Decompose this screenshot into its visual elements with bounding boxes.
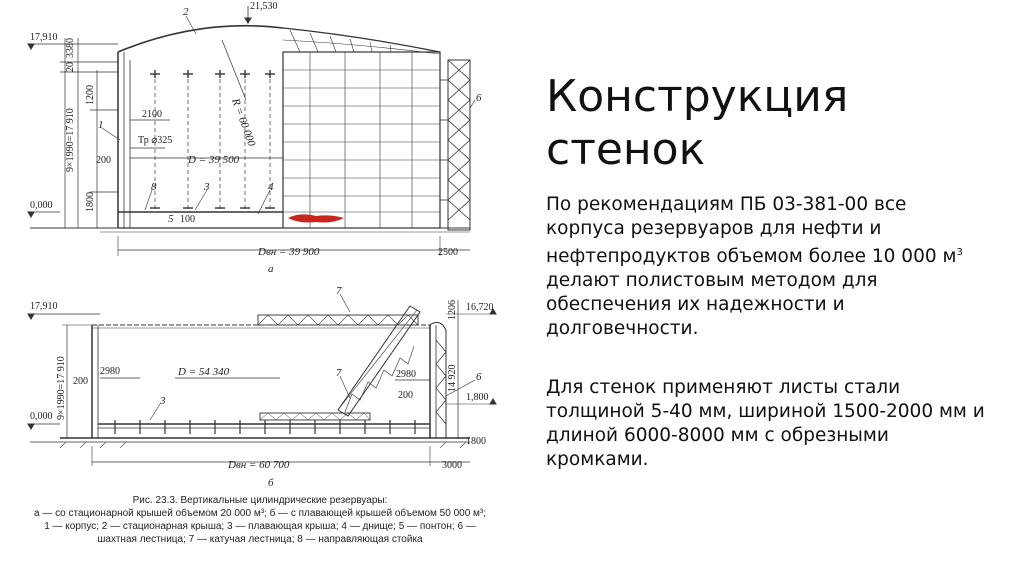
figure-caption [0, 494, 520, 546]
slide-title-line-2: стенок [546, 124, 706, 175]
a-callout-2: 2 [183, 6, 189, 18]
b-callout-7-mid: 7 [336, 367, 342, 379]
a-top-dim: 21,530 [250, 1, 278, 12]
a-dim-1800: 1800 [85, 192, 96, 212]
b-level-1800: 1,800 [466, 392, 489, 403]
ground-hatch [60, 442, 466, 448]
b-dim-1800: 1800 [466, 436, 486, 447]
paragraph-2: Для стенок применяют листы стали толщиной 5-40 мм, шириной 1500-2000 мм и длиной 6000-8000 мм с обрезными кромками. [546, 377, 985, 470]
b-dim-200: 200 [73, 376, 88, 387]
caption-line-2: а — со стационарной крышей объемом 20 000 м³; б — с плавающей крышей объемом 50 000 м³; [33, 508, 487, 519]
b-callout-7-top: 7 [336, 285, 342, 297]
a-callout-1: 1 [98, 119, 104, 131]
b-level-16720: 16,720 [466, 302, 494, 313]
a-diameter-label: D = 39 500 [188, 154, 240, 166]
b-dim-3000: 3000 [442, 460, 462, 471]
drawing-b [28, 294, 496, 466]
a-callout-4: 4 [268, 181, 274, 193]
a-level-top: 17,910 [30, 32, 58, 43]
a-pipe-label: Тр ⌀325 [138, 135, 173, 146]
b-diameter-label: D = 54 340 [178, 366, 230, 378]
a-level-zero: 0,000 [30, 200, 53, 211]
b-level-zero: 0,000 [30, 411, 53, 422]
b-level-top: 17,910 [30, 301, 58, 312]
a-dim-2500: 2500 [438, 247, 458, 258]
b-dim-200-right: 200 [398, 390, 413, 401]
b-inner-diameter-label: Dвн = 60 700 [228, 459, 290, 471]
slide-title-line-1: Конструкция [546, 71, 849, 122]
a-dim-1200: 1200 [85, 85, 96, 105]
a-inner-diameter-label: Dвн = 39 900 [258, 246, 320, 258]
paragraph-1-text: По рекомендациям ПБ 03-381-00 все корпуса резервуаров для нефти и нефтепродуктов объемом более 10 000 м [546, 194, 957, 268]
a-dim-3380: 3380 [65, 38, 76, 58]
a-dim-2100: 2100 [142, 109, 162, 120]
b-dim-9x1990: 9×1990=17 910 [56, 356, 67, 420]
a-dim-200: 200 [96, 155, 111, 166]
a-callout-3: 3 [204, 181, 210, 193]
a-radius-label: R = 60 000 [229, 96, 258, 148]
paragraph-1-tail: делают полистовым методом для обеспечения их надежности и долговечности. [546, 270, 878, 340]
slide-title [546, 70, 986, 176]
a-dim-9x1990: 9×1990=17 910 [65, 108, 76, 172]
b-dim-14920: 14 920 [447, 364, 458, 392]
paragraph-1 [546, 193, 986, 341]
b-sublabel: б [268, 477, 274, 489]
b-callout-3: 3 [160, 395, 166, 407]
paragraph-1-superscript: 3 [956, 247, 963, 258]
caption-line-4: шахтная лестница; 7 — катучая лестница; 8 — направляющая стойка [97, 534, 423, 545]
a-callout-8: 8 [151, 181, 157, 193]
caption-line-3: 1 — корпус; 2 — стационарная крыша; 3 — плавающая крыша; 4 — днище; 5 — понтон; 6 — [44, 521, 476, 532]
a-sublabel: а [268, 263, 274, 275]
a-dim-100: 100 [180, 214, 195, 225]
a-dim-20: 20 [65, 62, 76, 72]
b-dim-2980-left: 2980 [100, 366, 120, 377]
b-dim-1206: 1206 [447, 300, 458, 320]
red-person-figure [288, 214, 344, 222]
b-callout-6: 6 [476, 371, 482, 383]
tank-drawing-svg [0, 0, 520, 494]
a-callout-6: 6 [476, 92, 482, 104]
a-callout-5: 5 [168, 213, 174, 225]
b-dim-2980-right: 2980 [396, 369, 416, 380]
caption-line-1: Рис. 23.3. Вертикальные цилиндрические резервуары: [132, 495, 388, 506]
